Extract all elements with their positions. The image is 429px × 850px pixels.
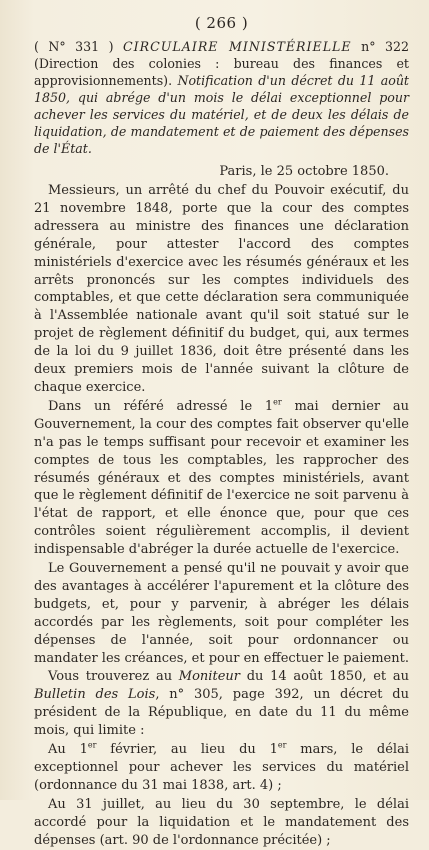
paragraph-3: Le Gouvernement a pensé qu'il ne pouvait y avoir que des avantages à accélérer l'apurement et la clôture des budgets, et, pour y parvenir, à abréger les délais accordés par les règlements, soit pour compléter les dépenses de l'année, soit pour ordonnancer ou mandater les créances, et pour en effectuer le paiement.: [34, 561, 409, 666]
paragraph-4-text-c: , n° 305, page 392, un décret du président de la République, en date du 11 du même mois, qui limite :: [34, 687, 409, 739]
page-number: ( 266 ): [194, 14, 249, 32]
paragraph-1: Messieurs, un arrêté du chef du Pouvoir exécutif, du 21 novembre 1848, porte que la cour des comptes adressera au ministre des finances une déclaration générale, pour attester l'accord des comptes ministériels d'exercice avec les résumés généraux et les arrêts prononcés sur les comptes individuels des comptables, et que cette déclaration sera communiquée à l'Assemblée nationale avant qu'il soit statué sur le projet de règlement définitif du budget, qui, aux termes de la loi du 9 juillet 1836, doit être présenté dans les deux premiers mois de l'année suivant la clôture de chaque exercice.: [34, 183, 409, 395]
paragraph-5-text-c: mars, le délai exceptionnel pour achever les services du matériel (ordonnance du 31 mai 1838, art. 4) ;: [34, 742, 409, 793]
paragraph-5-text-a: Au 1: [48, 742, 88, 758]
circular-subnumber: n° 322: [361, 39, 409, 54]
superscript: er: [277, 740, 287, 750]
paragraph-6: Au 31 juillet, au lieu du 30 septembre, le délai accordé pour la liquidation et le mandatement des dépenses (art. 90 de l'ordonnance précitée) ;: [34, 796, 409, 848]
superscript: er: [273, 397, 282, 407]
paragraph-5: [34, 741, 409, 795]
circular-title: CIRCULAIRE MINISTÉRIELLE: [123, 39, 352, 54]
bulletin-title: Bulletin des Lois: [34, 687, 156, 703]
moniteur-title: Moniteur: [178, 669, 240, 685]
dateline: Paris, le 25 octobre 1850.: [219, 164, 389, 179]
superscript: er: [87, 740, 97, 750]
circular-header: [34, 38, 409, 157]
circular-addressee: (Direction des colonies : bureau des finances et approvisionnements).: [34, 56, 409, 88]
paragraph-4-text-b: du 14 août 1850, et au: [239, 669, 409, 685]
paragraph-2: [34, 398, 409, 559]
circular-number: ( N° 331 ): [34, 39, 114, 54]
paragraph-2-text-a: Dans un référé adressé le 1: [48, 398, 274, 414]
circular-subject: Notification d'un décret du 11 août 1850, qui abrége d'un mois le délai exceptionnel pour achever les services du matériel, et de deux les délais de liquidation, de mandatement et de paiement des dépenses de l'État.: [34, 73, 409, 156]
paragraph-4: [34, 668, 409, 740]
paragraph-4-text-a: Vous trouverez au: [48, 669, 179, 685]
paragraph-5-text-b: février, au lieu du 1: [96, 742, 278, 758]
paragraph-2-text-b: mai dernier au Gouvernement, la cour des comptes fait observer qu'elle n'a pas le temps suffisant pour recevoir et examiner les comptes de tous les comptables, les rapprocher des résumés généraux et des comptes ministériels, avant que le règlement définitif de l'exercice ne soit parvenu à l'état de rapport, et elle énonce que, pour que ces contrôles soient régulièrement accomplis, il devient indispensable d'abréger la durée actuelle de l'exercice.: [34, 398, 409, 558]
